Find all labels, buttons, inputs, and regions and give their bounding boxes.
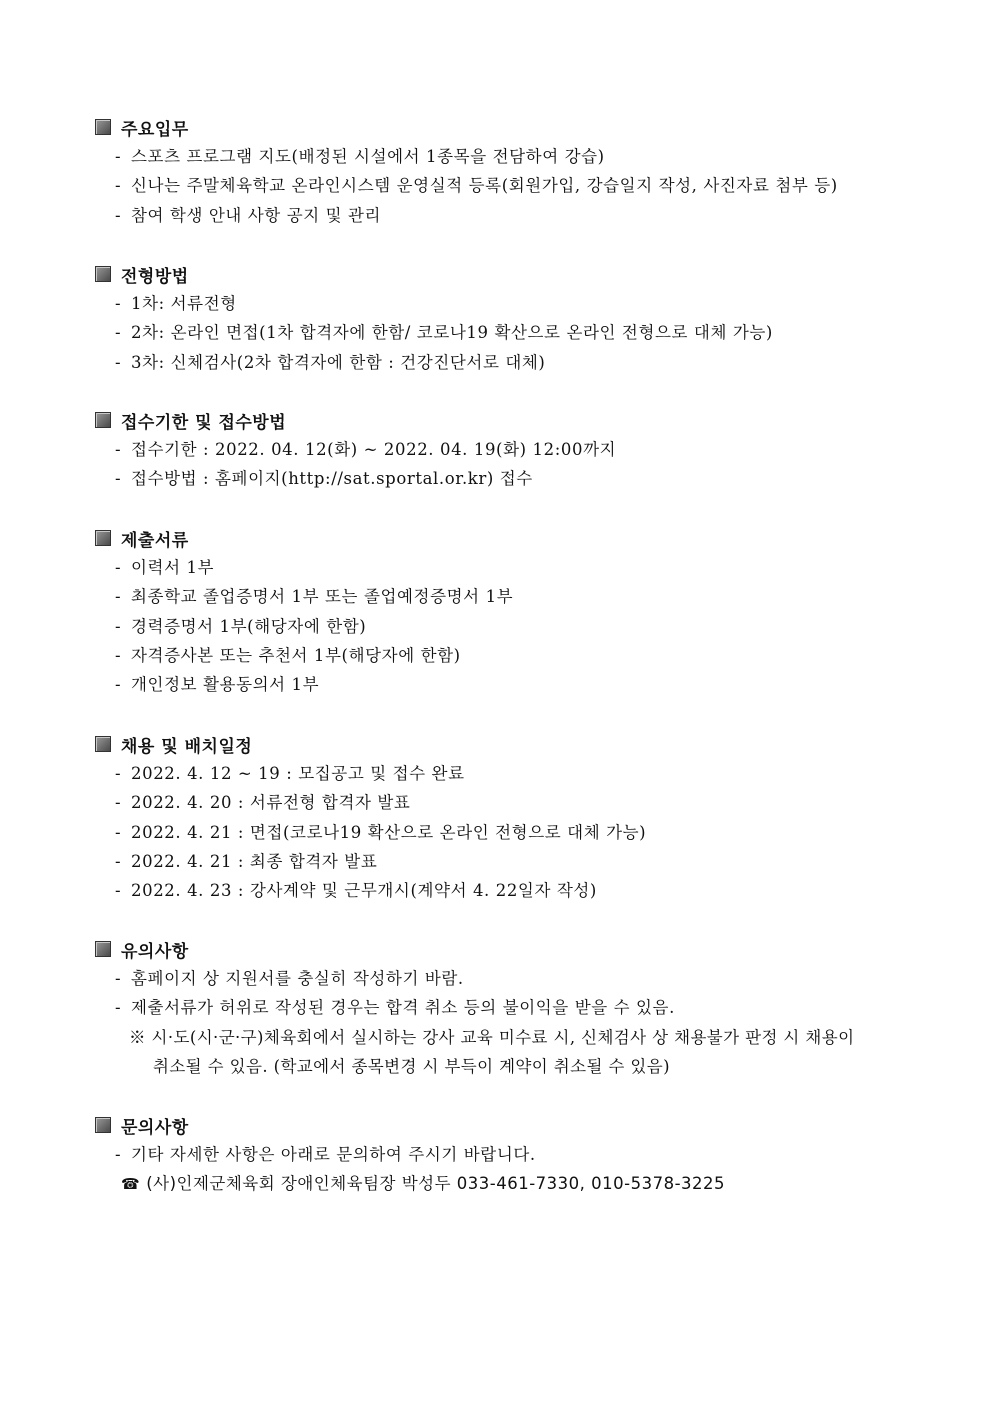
list-item-text: 기타 자세한 사항은 아래로 문의하여 주시기 바랍니다.: [131, 1145, 536, 1164]
section-header: [95, 112, 915, 142]
list-item-text: 이력서 1부: [131, 558, 215, 577]
section-schedule: [95, 729, 915, 905]
dash: -: [115, 675, 122, 695]
list-item-text: 개인정보 활용동의서 1부: [131, 675, 320, 695]
list-item-text: 참여 학생 안내 사항 공지 및 관리: [131, 205, 382, 225]
dash: -: [115, 294, 122, 313]
list-item: [95, 464, 915, 493]
dash: -: [115, 587, 122, 607]
note-line: ※ 시·도(시·군·구)체육회에서 실시하는 강사 교육 미수료 시, 신체검사 상 채용불가 판정 시 채용이: [129, 1027, 855, 1047]
list-item-text: 스포츠 프로그램 지도(배정된 시설에서 1종목을 전담하여 강습): [131, 147, 605, 166]
gray-square-icon: [95, 530, 111, 546]
note-line-continued: 취소될 수 있음. (학교에서 종목변경 시 부득이 계약이 취소될 수 있음): [153, 1056, 670, 1076]
dash: -: [115, 822, 122, 842]
list-item: [95, 641, 915, 670]
list-item: [95, 201, 915, 230]
dash: -: [115, 469, 122, 489]
list-item: [95, 289, 915, 318]
gray-square-icon: [95, 119, 111, 135]
gray-square-icon: [95, 266, 111, 282]
list-item: [95, 759, 915, 788]
list-item: [95, 348, 915, 377]
list-item-text: 접수기한 : 2022. 04. 12(화) ~ 2022. 04. 19(화) 12:00까지: [131, 440, 617, 459]
section-title: 유의사항: [121, 941, 189, 962]
section-title: 제출서류: [121, 530, 189, 551]
dash: -: [115, 176, 122, 196]
contact-line: [95, 1169, 915, 1199]
list-item-text: 1차: 서류전형: [131, 294, 237, 313]
list-item: [95, 1140, 915, 1169]
list-item-text: 2차: 온라인 면접(1차 합격자에 한함/ 코로나19 확산으로 온라인 전형으로 대체 가능): [131, 323, 773, 343]
list-item-text: 제출서류가 허위로 작성된 경우는 합격 취소 등의 불이익을 받을 수 있음.: [131, 998, 675, 1018]
dash: -: [115, 1145, 122, 1164]
dash: -: [115, 793, 122, 813]
dash: -: [115, 998, 122, 1018]
list-item-text: 2022. 4. 20 : 서류전형 합격자 발표: [131, 793, 411, 813]
list-item: [95, 670, 915, 699]
list-item: [95, 612, 915, 641]
section-title: 채용 및 배치일정: [121, 736, 253, 757]
list-item: [95, 318, 915, 347]
section-title: 전형방법: [121, 266, 189, 287]
section-title: 문의사항: [121, 1117, 189, 1138]
section-documents: [95, 523, 915, 699]
list-item-text: 접수방법 : 홈페이지(http://sat.sportal.or.kr) 접수: [131, 469, 533, 489]
dash: -: [115, 969, 122, 988]
section-header: [95, 934, 915, 964]
section-header: [95, 523, 915, 553]
list-item-text: 3차: 신체검사(2차 합격자에 한함 : 건강진단서로 대체): [131, 352, 546, 372]
list-item-text: 경력증명서 1부(해당자에 한함): [131, 616, 367, 636]
dash: -: [115, 323, 122, 343]
list-item-text: 홈페이지 상 지원서를 충실히 작성하기 바람.: [131, 969, 464, 988]
gray-square-icon: [95, 941, 111, 957]
list-item: [95, 876, 915, 905]
dash: -: [115, 881, 122, 901]
dash: -: [115, 558, 122, 577]
dash: -: [115, 352, 122, 372]
dash: -: [115, 851, 122, 871]
gray-square-icon: [95, 1117, 111, 1133]
section-header: [95, 259, 915, 289]
list-item-text: 2022. 4. 12 ~ 19 : 모집공고 및 접수 완료: [131, 764, 465, 783]
list-item: [95, 171, 915, 200]
dash: -: [115, 147, 122, 166]
section-application: [95, 405, 915, 494]
list-item-text: 2022. 4. 21 : 최종 합격자 발표: [131, 851, 378, 871]
list-item: [95, 788, 915, 817]
dash: -: [115, 645, 122, 665]
list-item-text: 신나는 주말체육학교 온라인시스템 운영실적 등록(회원가입, 강습일지 작성, 사진자료 첨부 등): [131, 176, 838, 196]
list-item: [95, 582, 915, 611]
section-title: 접수기한 및 접수방법: [121, 412, 287, 433]
section-title: 주요입무: [121, 119, 189, 140]
dash: -: [115, 764, 122, 783]
list-item-text: 자격증사본 또는 추천서 1부(해당자에 한함): [131, 645, 461, 665]
list-item: [95, 435, 915, 464]
dash: -: [115, 616, 122, 636]
gray-square-icon: [95, 736, 111, 752]
list-item: [95, 142, 915, 171]
dash: -: [115, 205, 122, 225]
list-item-text: 2022. 4. 21 : 면접(코로나19 확산으로 온라인 전형으로 대체 가능): [131, 822, 647, 842]
list-item: [95, 553, 915, 582]
list-item-text: 최종학교 졸업증명서 1부 또는 졸업예정증명서 1부: [131, 587, 514, 607]
section-main-duties: [95, 112, 915, 230]
gray-square-icon: [95, 412, 111, 428]
section-precautions: [95, 934, 915, 1081]
list-item: [95, 847, 915, 876]
dash: -: [115, 440, 122, 459]
section-header: [95, 405, 915, 435]
list-item: [95, 993, 915, 1022]
list-item-text: 2022. 4. 23 : 강사계약 및 근무개시(계약서 4. 22일자 작성): [131, 881, 597, 901]
contact-text: (사)인제군체육회 장애인체육팀장 박성두 033-461-7330, 010-5378-3225: [146, 1174, 726, 1194]
section-inquiries: [95, 1110, 915, 1200]
section-header: [95, 729, 915, 759]
list-item: [95, 818, 915, 847]
section-selection-method: [95, 259, 915, 377]
section-header: [95, 1110, 915, 1140]
telephone-icon: ☎: [121, 1175, 141, 1194]
list-item: [95, 964, 915, 993]
